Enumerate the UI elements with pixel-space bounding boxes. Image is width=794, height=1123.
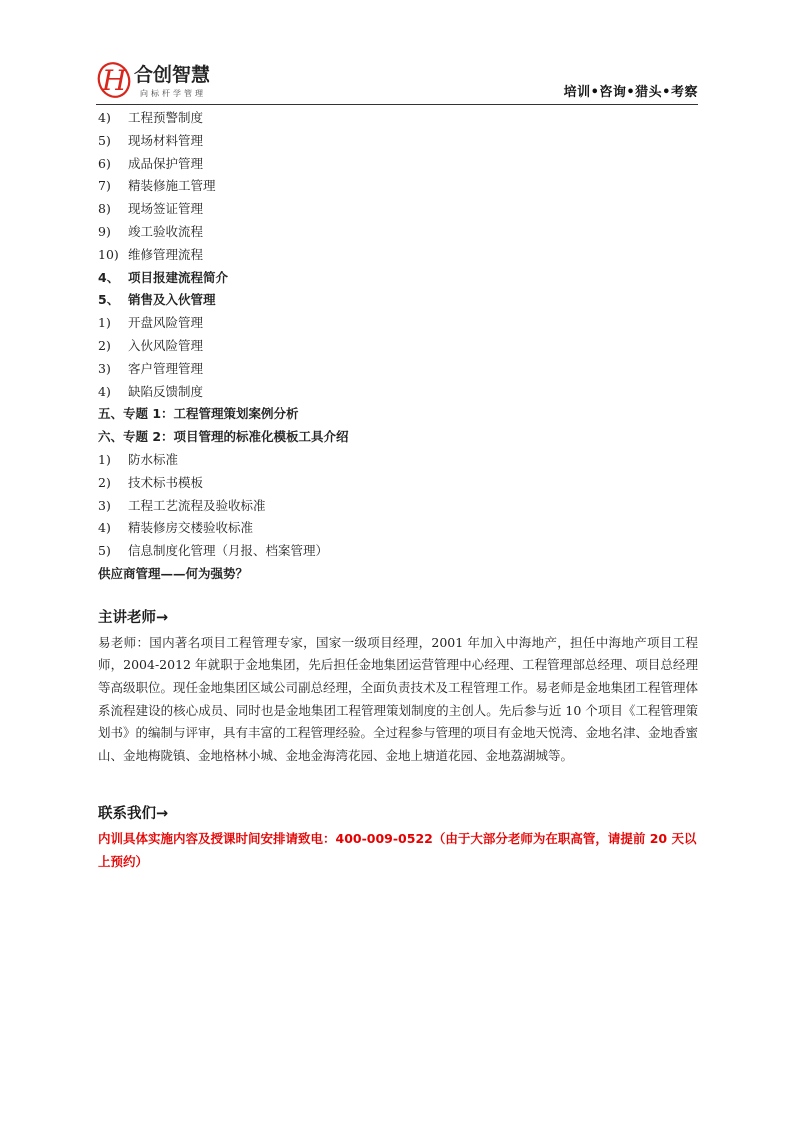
- outline-item-text: 供应商管理——何为强势？: [98, 565, 249, 581]
- outline-item-text: 缺陷反馈制度: [128, 383, 204, 399]
- outline-item-text: 成品保护管理: [128, 155, 204, 171]
- company-logo: [96, 56, 236, 102]
- outline-item-number: 5): [98, 132, 111, 148]
- logo-slogan: 向标杆学管理: [140, 89, 206, 98]
- outline-item: [98, 244, 698, 267]
- outline-item-text: 六、专题 2：项目管理的标准化模板工具介绍: [98, 429, 349, 445]
- outline-item: [98, 153, 698, 176]
- teacher-section-title: 主讲老师→: [98, 609, 169, 626]
- header-tagline: 培训•咨询•猎头•考察: [563, 85, 698, 100]
- outline-item-text: 工程预警制度: [128, 110, 204, 125]
- outline-item: [98, 403, 698, 426]
- outline-item: [98, 130, 698, 153]
- outline-item-number: 2): [98, 474, 111, 490]
- outline-item-text: 客户管理管理: [128, 360, 204, 376]
- outline-item: [98, 472, 698, 495]
- contact-section-title: 联系我们→: [98, 806, 169, 823]
- outline-item: [98, 335, 698, 358]
- teacher-bio: 易老师：国内著名项目工程管理专家，国家一级项目经理，2001 年加入中海地产，担任中海地产项目工程师，2004-2012 年就职于金地集团，先后担任金地集团运营管理中心经理、工程管理部总经理、项目总经理等高级职位。现任金地集团区域公司副总经理，全面负责技术及工程管理工作。易老师是金地集团工程管理体系流程建设的核心成员、同时也是金地集团工程管理策划制度的主创人。先后参与近 10 个项目《工程管理策划书》的编制与评审，具有丰富的工程管理经验。全过程参与管理的项目有金地天悦湾、金地名津、金地香蜜山、金地梅陇镇、金地格林小城、金地金海湾花园、金地上塘道花园、金地荔湖城等。: [98, 634, 699, 763]
- outline-item-text: 精装修房交楼验收标准: [128, 520, 254, 536]
- outline-item-text: 竣工验收流程: [128, 223, 204, 239]
- logo-letter: H: [102, 64, 127, 97]
- header-divider: [96, 104, 698, 105]
- outline-item: [98, 517, 698, 540]
- document-body: [98, 107, 698, 873]
- outline-item-text: 维修管理流程: [128, 246, 204, 262]
- outline-item: [98, 107, 698, 130]
- outline-item-number: 1): [98, 451, 111, 467]
- outline-item: [98, 175, 698, 198]
- outline-item-text: 防水标准: [128, 451, 179, 467]
- outline-item-text: 项目报建流程简介: [128, 269, 229, 285]
- outline-item-number: 5、: [98, 292, 120, 308]
- contact-info: 内训具体实施内容及授课时间安排请致电：400-009-0522（由于大部分老师为在职高管，请提前 20 天以上预约）: [98, 831, 697, 869]
- outline-item: [98, 426, 698, 449]
- outline-item: [98, 289, 698, 312]
- outline-item-number: 1): [98, 315, 111, 331]
- outline-item: [98, 358, 698, 381]
- outline-item-text: 五、专题 1：工程管理策划案例分析: [98, 406, 299, 422]
- outline-item-number: 5): [98, 543, 111, 559]
- outline-item-text: 销售及入伙管理: [128, 292, 216, 308]
- outline-item-text: 精装修施工管理: [128, 178, 216, 194]
- outline-item-number: 2): [98, 337, 111, 353]
- outline-item: [98, 312, 698, 335]
- outline-item-text: 开盘风险管理: [128, 315, 204, 331]
- outline-item-number: 6): [98, 155, 111, 171]
- course-outline: [98, 107, 698, 586]
- logo-name: 合创智慧: [134, 64, 211, 86]
- outline-item: [98, 563, 698, 586]
- outline-item: [98, 267, 698, 290]
- outline-item-number: 4): [98, 383, 111, 399]
- outline-item-number: 3): [98, 497, 111, 513]
- outline-item: [98, 381, 698, 404]
- outline-item-number: 7): [98, 178, 111, 194]
- outline-item-text: 信息制度化管理（月报、档案管理）: [128, 543, 329, 559]
- outline-item-number: 10): [98, 246, 119, 262]
- outline-item: [98, 221, 698, 244]
- outline-item-text: 技术标书模板: [128, 474, 204, 490]
- outline-item-number: 9): [98, 223, 111, 239]
- outline-item-number: 4、: [98, 269, 120, 285]
- outline-item-text: 工程工艺流程及验收标准: [128, 497, 266, 513]
- outline-item-number: 4): [98, 520, 111, 536]
- outline-item-number: 3): [98, 360, 111, 376]
- outline-item: [98, 449, 698, 472]
- outline-item: [98, 198, 698, 221]
- outline-item-text: 入伙风险管理: [128, 337, 204, 353]
- outline-item: [98, 540, 698, 563]
- outline-item-text: 现场签证管理: [128, 201, 204, 217]
- outline-item-number: 4): [98, 110, 111, 125]
- outline-item-number: 8): [98, 201, 111, 217]
- outline-item: [98, 495, 698, 518]
- page-header: [96, 52, 698, 104]
- outline-item-text: 现场材料管理: [128, 132, 204, 148]
